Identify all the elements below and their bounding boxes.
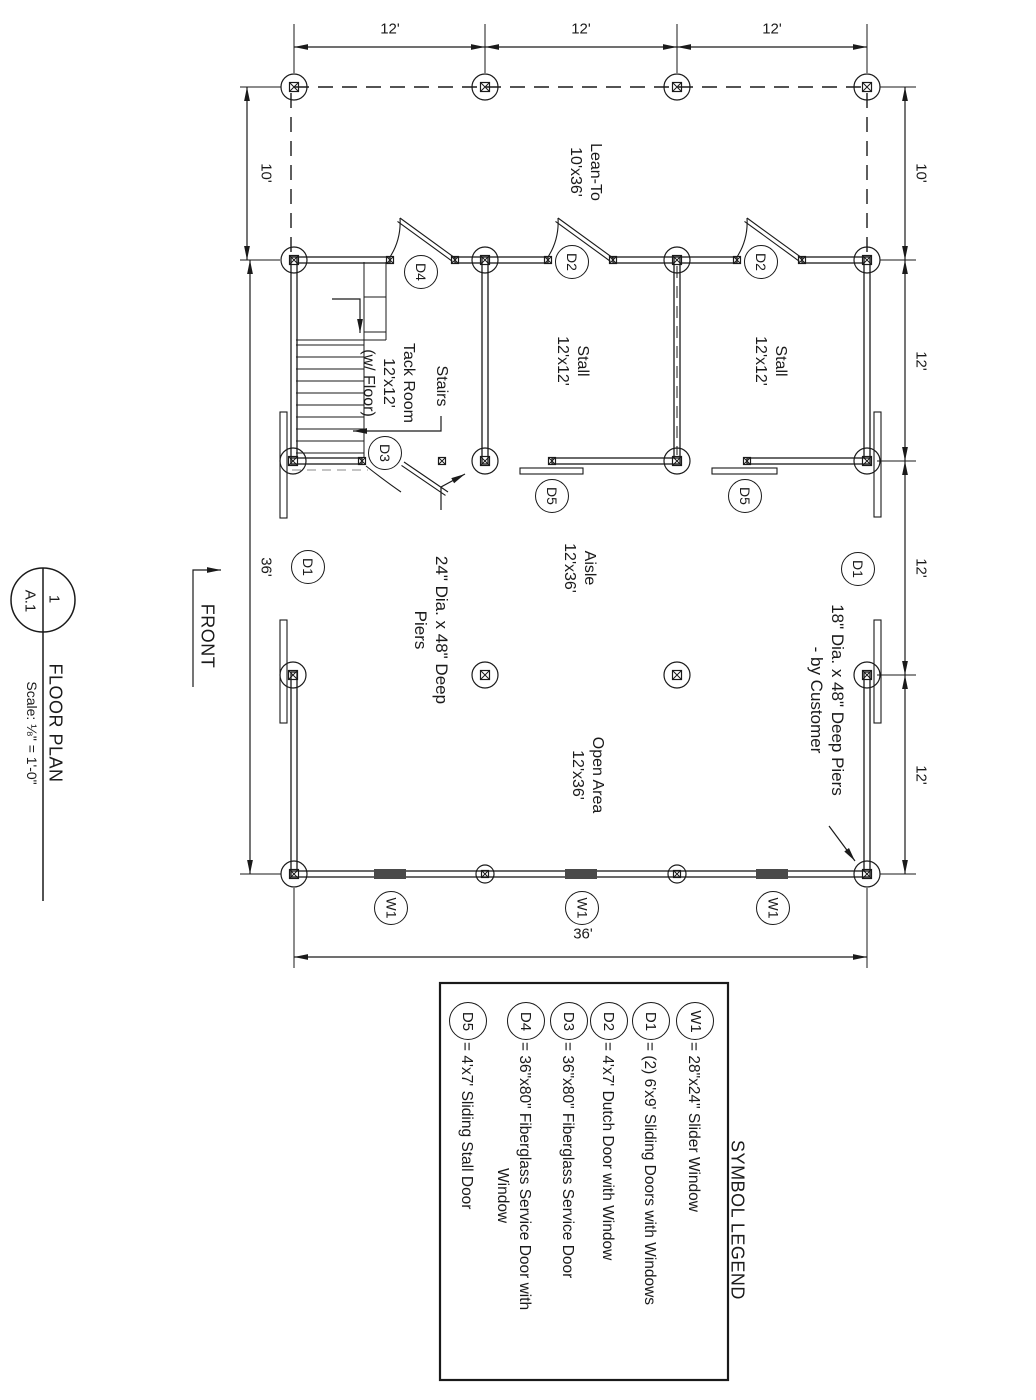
door-symbol-d2-b	[744, 245, 778, 279]
room-label-stall-right	[750, 336, 790, 386]
piers-18-line2: - by Customer	[807, 646, 826, 754]
drawing-scale: Scale: ⅛" = 1'-0"	[24, 681, 40, 785]
legend-d1-label: D1	[642, 1011, 660, 1031]
legend-d3-label: D3	[560, 1011, 578, 1031]
note-piers-18	[806, 604, 848, 796]
piers-24-line2: Piers	[411, 610, 430, 650]
door-symbol-d1-right	[841, 552, 875, 586]
window-symbol-w1-a	[374, 891, 408, 925]
legend-symbol-w1	[676, 1002, 714, 1040]
legend-symbol-d5	[449, 1002, 487, 1040]
d2-b-label: D2	[753, 253, 769, 271]
d5-a-label: D5	[544, 487, 560, 505]
d2-a-label: D2	[564, 253, 580, 271]
legend-desc-d1: = (2) 6'x9' Sliding Doors with Windows	[641, 1042, 658, 1306]
w1-a-label: W1	[383, 897, 399, 919]
legend-symbol-d4	[507, 1002, 545, 1040]
door-symbol-d1-left	[291, 550, 325, 584]
legend-symbol-d2	[590, 1002, 628, 1040]
legend-desc-d3: = 36"x80" Fiberglass Service Door	[559, 1042, 576, 1279]
door-symbol-d5-a	[535, 479, 569, 513]
room-label-lean-to	[565, 143, 605, 201]
stairs-label: Stairs	[433, 365, 450, 407]
piers-24-line1: 24" Dia. x 48" Deep	[432, 555, 451, 705]
dim-top-1: 12'	[380, 20, 400, 38]
dim-right-2: 12'	[912, 351, 930, 371]
note-piers-24	[410, 556, 452, 704]
dim-left-lean-to: 10'	[257, 163, 275, 183]
legend-desc-d4-line2: Window	[494, 1168, 511, 1224]
legend-symbol-d1	[632, 1002, 670, 1040]
d5-b-label: D5	[737, 487, 753, 505]
legend-w1-label: W1	[686, 1009, 704, 1033]
detail-number: 1	[45, 594, 63, 604]
open-area-name: Open Area	[589, 736, 606, 814]
legend-desc-d5: = 4'x7' Sliding Stall Door	[458, 1042, 475, 1210]
window-symbol-w1-b	[565, 891, 599, 925]
legend-symbol-d3	[550, 1002, 588, 1040]
room-label-stall-left	[552, 336, 592, 386]
dim-left-overall: 36'	[257, 557, 275, 577]
room-label-tack-room	[358, 343, 418, 423]
legend-desc-w1: = 28"x24" Slider Window	[685, 1042, 702, 1212]
tack-room-name: Tack Room	[400, 342, 417, 424]
d1-left-label: D1	[300, 558, 316, 576]
stall-left-name: Stall	[574, 345, 591, 377]
aisle-size: 12'x36'	[561, 543, 578, 593]
legend-d5-label: D5	[459, 1011, 477, 1031]
w1-c-label: W1	[765, 897, 781, 919]
window-symbol-w1-c	[756, 891, 790, 925]
legend-desc-d4: = 36"x80" Fiberglass Service Door with	[516, 1042, 533, 1311]
legend-title: SYMBOL LEGEND	[727, 1140, 748, 1300]
stall-right-size: 12'x12'	[752, 336, 769, 386]
legend-d4-label: D4	[517, 1011, 535, 1031]
lean-to-size: 10'x36'	[567, 147, 584, 197]
dim-right-3: 12'	[912, 558, 930, 578]
door-symbol-d5-b	[728, 479, 762, 513]
open-area-size: 12'x36'	[569, 750, 586, 800]
tack-room-note: (w/ Floor)	[360, 349, 377, 417]
d1-right-label: D1	[850, 560, 866, 578]
drawing-title: FLOOR PLAN	[45, 663, 66, 783]
dim-bottom-overall: 36'	[573, 925, 593, 943]
tack-room-size: 12'x12'	[380, 358, 397, 408]
door-symbol-d2-a	[555, 245, 589, 279]
aisle-name: Aisle	[581, 550, 598, 586]
d4-label: D4	[413, 263, 429, 281]
front-label: FRONT	[197, 603, 218, 669]
stall-right-name: Stall	[772, 345, 789, 377]
piers-18-line1: 18" Dia. x 48" Deep Piers	[828, 604, 847, 796]
door-symbol-d3	[368, 436, 402, 470]
dim-right-4: 12'	[912, 765, 930, 785]
lean-to-name: Lean-To	[587, 143, 604, 201]
legend-d2-label: D2	[600, 1011, 618, 1031]
door-symbol-d4	[404, 255, 438, 289]
room-label-open-area	[567, 737, 607, 814]
legend-desc-d2: = 4'x7' Dutch Door with Window	[599, 1042, 616, 1261]
room-label-aisle	[559, 543, 599, 593]
dim-top-3: 12'	[762, 20, 782, 38]
dim-top-2: 12'	[571, 20, 591, 38]
sheet-number: A.1	[21, 589, 39, 613]
w1-b-label: W1	[574, 897, 590, 919]
stall-left-size: 12'x12'	[554, 336, 571, 386]
d3-label: D3	[377, 444, 393, 462]
dim-right-1: 10'	[912, 163, 930, 183]
